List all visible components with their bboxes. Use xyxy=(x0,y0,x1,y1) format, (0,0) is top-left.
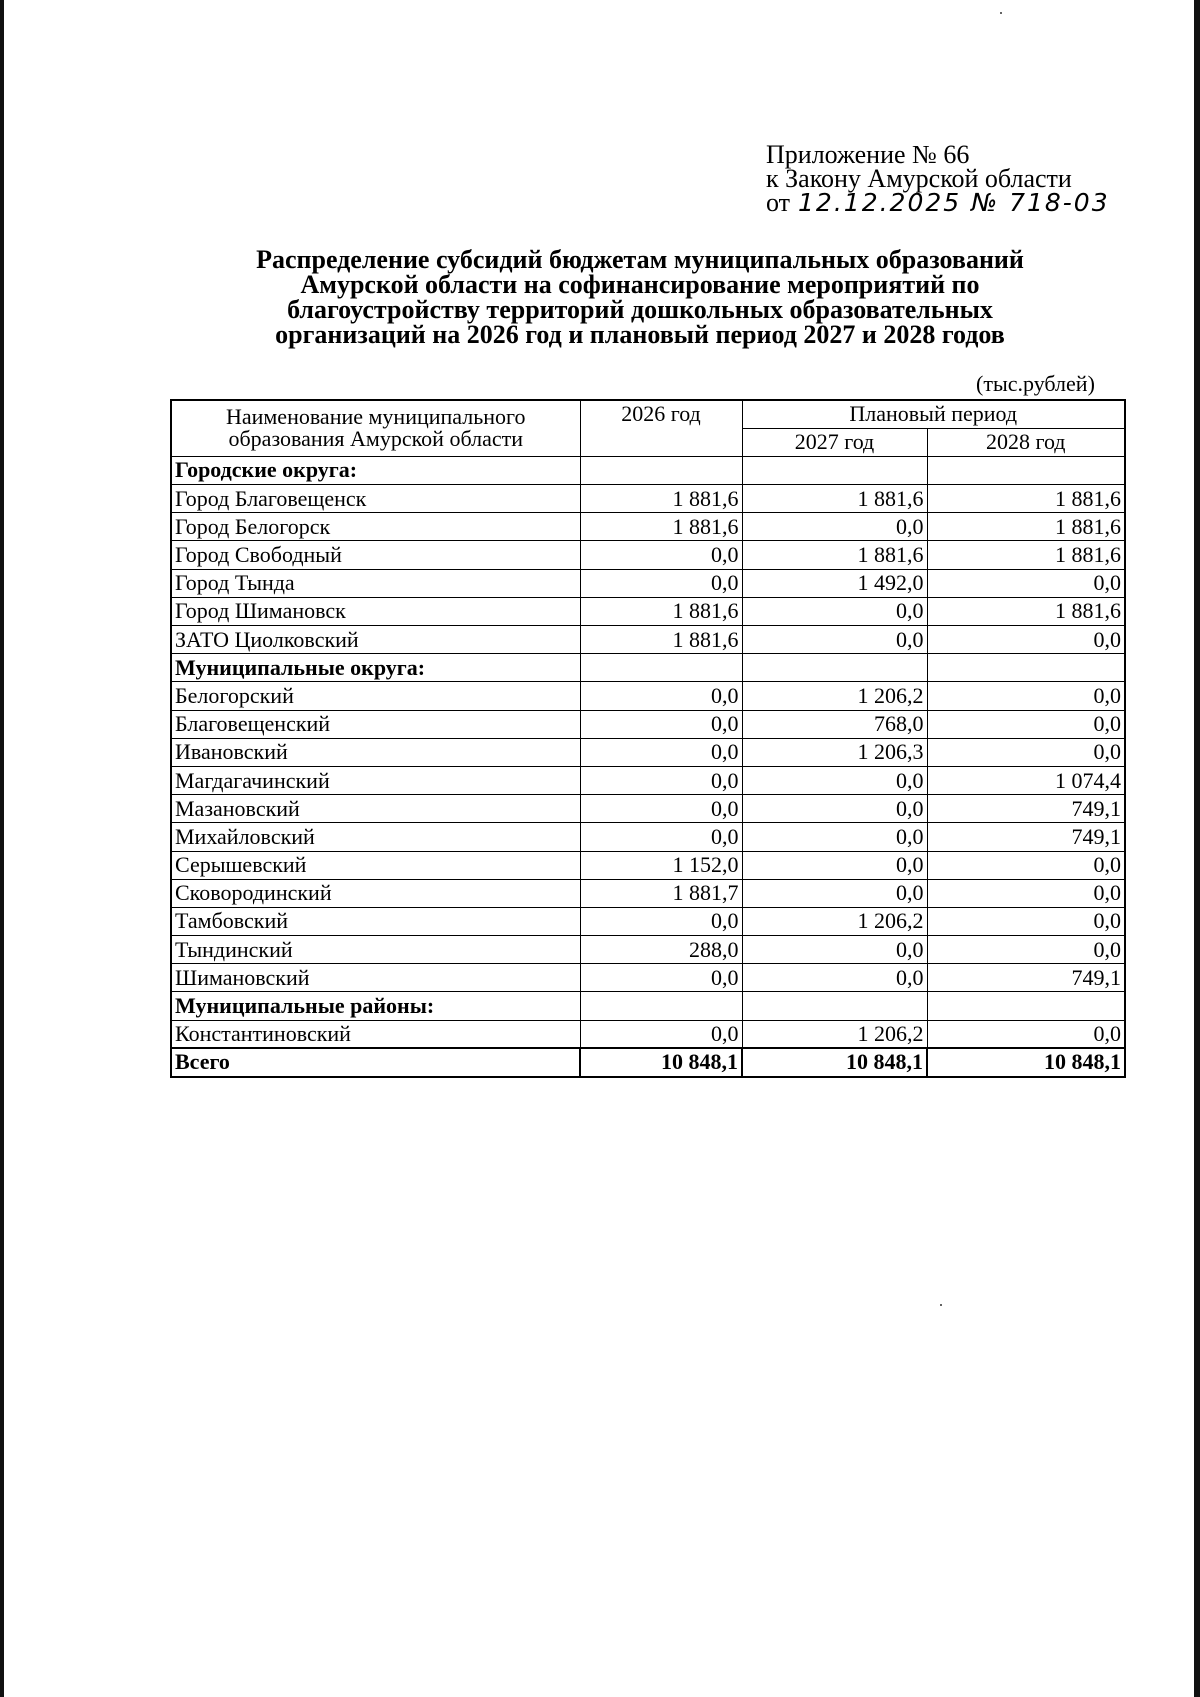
value-2026-cell: 0,0 xyxy=(580,964,742,992)
col-header-name xyxy=(171,400,580,456)
group-header-row xyxy=(171,992,1125,1020)
row-name-cell: Городские округа: xyxy=(171,456,580,484)
row-name-cell: Серышевский xyxy=(171,851,580,879)
value-2027-cell: 1 492,0 xyxy=(742,569,927,597)
row-name-cell: Город Белогорск xyxy=(171,513,580,541)
value-2028-cell: 10 848,1 xyxy=(927,1048,1125,1076)
value-2027-cell: 0,0 xyxy=(742,936,927,964)
value-2028-cell: 749,1 xyxy=(927,823,1125,851)
row-name-cell: ЗАТО Циолковский xyxy=(171,626,580,654)
value-2026-cell: 0,0 xyxy=(580,738,742,766)
row-name-cell: Муниципальные округа: xyxy=(171,654,580,682)
document-title xyxy=(160,247,1120,347)
row-name-cell: Константиновский xyxy=(171,1020,580,1048)
value-2027-cell: 0,0 xyxy=(742,851,927,879)
table-row xyxy=(171,710,1125,738)
scan-speck xyxy=(1000,12,1002,14)
table-body xyxy=(171,456,1125,1076)
value-2026-cell: 1 881,6 xyxy=(580,597,742,625)
value-2027-cell xyxy=(742,456,927,484)
value-2028-cell: 1 881,6 xyxy=(927,513,1125,541)
value-2027-cell: 0,0 xyxy=(742,513,927,541)
row-name-cell: Михайловский xyxy=(171,823,580,851)
scan-right-edge xyxy=(1194,0,1200,1697)
value-2026-cell: 0,0 xyxy=(580,682,742,710)
value-2027-cell xyxy=(742,992,927,1020)
value-2026-cell: 0,0 xyxy=(580,907,742,935)
row-name-cell: Всего xyxy=(171,1048,580,1076)
col-header-2027: 2027 год xyxy=(742,428,927,456)
table-row xyxy=(171,569,1125,597)
value-2028-cell: 0,0 xyxy=(927,936,1125,964)
value-2028-cell: 749,1 xyxy=(927,795,1125,823)
table-row xyxy=(171,485,1125,513)
value-2028-cell: 1 074,4 xyxy=(927,766,1125,794)
table-row xyxy=(171,541,1125,569)
value-2027-cell: 1 881,6 xyxy=(742,485,927,513)
row-name-cell: Город Свободный xyxy=(171,541,580,569)
value-2027-cell xyxy=(742,654,927,682)
value-2026-cell xyxy=(580,992,742,1020)
value-2028-cell: 0,0 xyxy=(927,851,1125,879)
value-2027-cell: 0,0 xyxy=(742,597,927,625)
value-2026-cell: 0,0 xyxy=(580,710,742,738)
value-2028-cell xyxy=(927,456,1125,484)
title-line: Амурской области на софинансирование мероприятий по xyxy=(300,270,980,299)
value-2026-cell: 1 881,6 xyxy=(580,626,742,654)
value-2027-cell: 1 206,2 xyxy=(742,682,927,710)
value-2028-cell: 0,0 xyxy=(927,879,1125,907)
group-header-row xyxy=(171,654,1125,682)
value-2026-cell: 1 152,0 xyxy=(580,851,742,879)
value-2026-cell: 1 881,6 xyxy=(580,485,742,513)
value-2026-cell: 0,0 xyxy=(580,795,742,823)
appendix-law: к Закону Амурской области xyxy=(766,164,1072,193)
table-row xyxy=(171,1020,1125,1048)
value-2028-cell: 0,0 xyxy=(927,738,1125,766)
value-2026-cell: 0,0 xyxy=(580,1020,742,1048)
col-header-name-line1: Наименование муниципального xyxy=(225,404,526,430)
value-2027-cell: 1 206,2 xyxy=(742,1020,927,1048)
value-2028-cell: 1 881,6 xyxy=(927,485,1125,513)
value-2028-cell: 0,0 xyxy=(927,710,1125,738)
row-name-cell: Город Благовещенск xyxy=(171,485,580,513)
table-row xyxy=(171,879,1125,907)
value-2026-cell: 0,0 xyxy=(580,541,742,569)
value-2027-cell: 1 881,6 xyxy=(742,541,927,569)
value-2027-cell: 0,0 xyxy=(742,879,927,907)
value-2027-cell: 1 206,3 xyxy=(742,738,927,766)
value-2028-cell: 0,0 xyxy=(927,1020,1125,1048)
row-name-cell: Город Тында xyxy=(171,569,580,597)
value-2027-cell: 10 848,1 xyxy=(742,1048,927,1076)
subsidy-table xyxy=(170,399,1126,1078)
value-2027-cell: 0,0 xyxy=(742,964,927,992)
appendix-header xyxy=(766,140,1110,217)
value-2027-cell: 768,0 xyxy=(742,710,927,738)
scan-speck xyxy=(940,1304,942,1306)
value-2026-cell: 0,0 xyxy=(580,569,742,597)
row-name-cell: Благовещенский xyxy=(171,710,580,738)
row-name-cell: Магдагачинский xyxy=(171,766,580,794)
row-name-cell: Тындинский xyxy=(171,936,580,964)
table-row xyxy=(171,964,1125,992)
row-name-cell: Город Шимановск xyxy=(171,597,580,625)
value-2026-cell: 288,0 xyxy=(580,936,742,964)
value-2026-cell: 10 848,1 xyxy=(580,1048,742,1076)
value-2028-cell: 1 881,6 xyxy=(927,541,1125,569)
value-2026-cell: 1 881,6 xyxy=(580,513,742,541)
col-header-plan: Плановый период xyxy=(742,400,1125,428)
value-2027-cell: 0,0 xyxy=(742,823,927,851)
table-row xyxy=(171,626,1125,654)
table-row xyxy=(171,823,1125,851)
handwritten-date-number: 12.12.2025 № 718-03 xyxy=(798,188,1110,217)
scan-left-edge xyxy=(0,0,4,1697)
table-row xyxy=(171,738,1125,766)
col-header-2026: 2026 год xyxy=(580,400,742,456)
appendix-date-line xyxy=(766,188,1110,217)
table-row xyxy=(171,597,1125,625)
row-name-cell: Сковородинский xyxy=(171,879,580,907)
value-2027-cell: 0,0 xyxy=(742,795,927,823)
value-2026-cell xyxy=(580,456,742,484)
value-2028-cell xyxy=(927,992,1125,1020)
value-2028-cell: 1 881,6 xyxy=(927,597,1125,625)
value-2026-cell: 0,0 xyxy=(580,766,742,794)
col-header-name-line2: образования Амурской области xyxy=(228,426,523,452)
row-name-cell: Мазановский xyxy=(171,795,580,823)
value-2028-cell xyxy=(927,654,1125,682)
table-row xyxy=(171,795,1125,823)
value-2028-cell: 0,0 xyxy=(927,569,1125,597)
row-name-cell: Тамбовский xyxy=(171,907,580,935)
table-row xyxy=(171,682,1125,710)
value-2027-cell: 0,0 xyxy=(742,626,927,654)
title-line: благоустройству территорий дошкольных образовательных xyxy=(287,295,993,324)
table-row xyxy=(171,766,1125,794)
row-name-cell: Муниципальные районы: xyxy=(171,992,580,1020)
table-row xyxy=(171,936,1125,964)
value-2027-cell: 1 206,2 xyxy=(742,907,927,935)
value-2027-cell: 0,0 xyxy=(742,766,927,794)
table-row xyxy=(171,851,1125,879)
title-line: Распределение субсидий бюджетам муниципальных образований xyxy=(256,245,1024,274)
appendix-prefix: от xyxy=(766,188,791,217)
col-header-2028: 2028 год xyxy=(927,428,1125,456)
table-row xyxy=(171,513,1125,541)
row-name-cell: Ивановский xyxy=(171,738,580,766)
title-line: организаций на 2026 год и плановый период 2027 и 2028 годов xyxy=(275,320,1005,349)
unit-label: (тыс.рублей) xyxy=(976,371,1095,396)
table-row xyxy=(171,907,1125,935)
value-2028-cell: 0,0 xyxy=(927,682,1125,710)
value-2028-cell: 0,0 xyxy=(927,626,1125,654)
row-name-cell: Шимановский xyxy=(171,964,580,992)
value-2028-cell: 749,1 xyxy=(927,964,1125,992)
appendix-number: Приложение № 66 xyxy=(766,140,970,169)
value-2026-cell: 1 881,7 xyxy=(580,879,742,907)
row-name-cell: Белогорский xyxy=(171,682,580,710)
group-header-row xyxy=(171,456,1125,484)
value-2026-cell xyxy=(580,654,742,682)
value-2028-cell: 0,0 xyxy=(927,907,1125,935)
total-row xyxy=(171,1048,1125,1076)
value-2026-cell: 0,0 xyxy=(580,823,742,851)
